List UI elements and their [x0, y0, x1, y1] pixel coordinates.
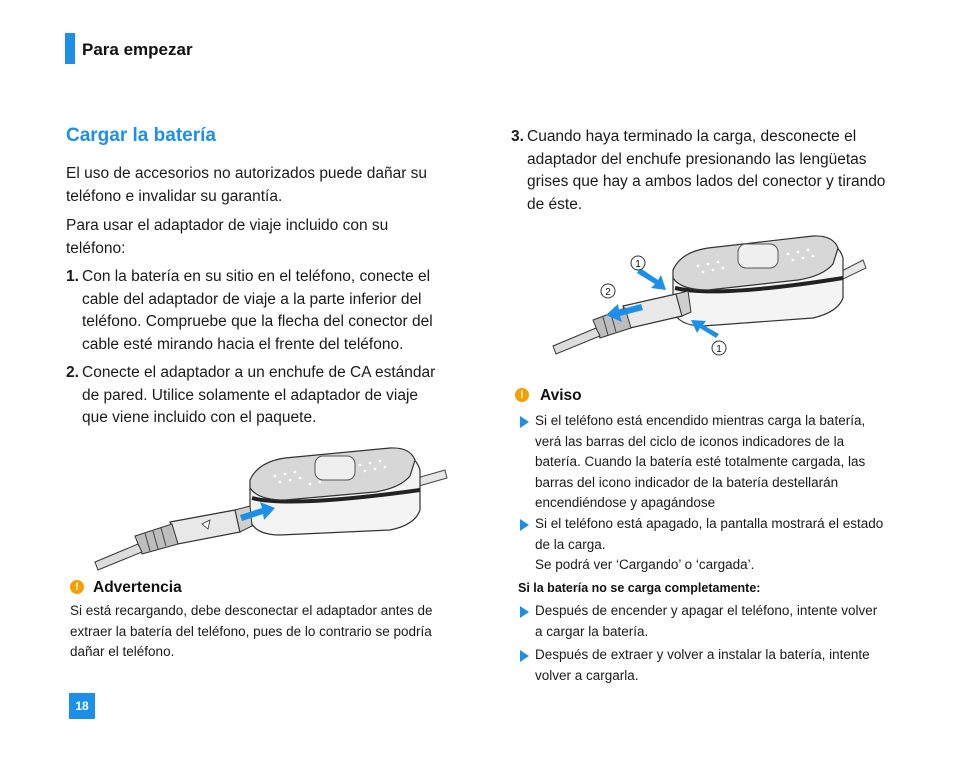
bullet-icon	[520, 606, 529, 618]
figure-label-b: 2	[605, 287, 611, 298]
page-title: Cargar la batería	[66, 125, 216, 146]
step-1: 1. Con la batería en su sitio en el teléfono, conecte el cable del adaptador de viaje a la parte inferior del teléfono. Compruebe que la flecha del conector del cable esté mirando hacia el frente del teléfono.	[66, 268, 433, 353]
section-header: Para empezar	[82, 40, 193, 59]
notice-subheading: Si la batería no se carga completamente:	[518, 581, 761, 595]
bullet-icon	[520, 650, 529, 662]
bullet-icon	[520, 416, 529, 428]
charger-connect-illustration	[90, 440, 460, 575]
warning-icon: !	[70, 580, 84, 594]
bullet-icon	[520, 519, 529, 531]
notice-bullet-1: Si el teléfono está encendido mientras carga la batería, verá las barras del ciclo de iconos indicadores de la batería. Cuando la batería esté totalmente cargada, las barras del icono indicador de la batería destellarán encendiéndose y apagándose	[535, 413, 866, 510]
step-2: 2. Conecte el adaptador a un enchufe de CA estándar de pared. Utilice solamente el adaptador de viaje que viene incluido con el paquete.	[66, 364, 436, 426]
instructions-paragraph: Para usar el adaptador de viaje incluido con su teléfono:	[66, 217, 389, 257]
notice-bullet-4: Después de extraer y volver a instalar la batería, intente volver a cargarla.	[535, 647, 870, 683]
notice-bullet-3: Después de encender y apagar el teléfono, intente volver a cargar la batería.	[535, 603, 878, 639]
figure-label-c: 1	[716, 344, 722, 355]
figure-label-a: 1	[635, 259, 641, 270]
header-accent-bar	[65, 33, 75, 64]
notice-icon: !	[515, 388, 529, 402]
charger-disconnect-illustration	[548, 228, 878, 368]
warning-text: Si está recargando, debe desconectar el adaptador antes de extraer la batería del teléfono, pues de lo contrario se podría dañar el teléfono.	[70, 603, 433, 659]
notice-title: Aviso	[540, 387, 582, 404]
page-number: 18	[69, 693, 95, 719]
step-3: 3. Cuando haya terminado la carga, desconecte el adaptador del enchufe presionando las lengüetas grises que hay a ambos lados del conector y tirando de éste.	[511, 128, 886, 213]
warning-title: Advertencia	[93, 579, 182, 596]
notice-bullet-2: Si el teléfono está apagado, la pantalla mostrará el estado de la carga. Se podrá ver ‘Cargando’ o ‘cargada’.	[535, 516, 884, 572]
intro-paragraph: El uso de accesorios no autorizados puede dañar su teléfono e invalidar su garantía.	[66, 165, 428, 205]
